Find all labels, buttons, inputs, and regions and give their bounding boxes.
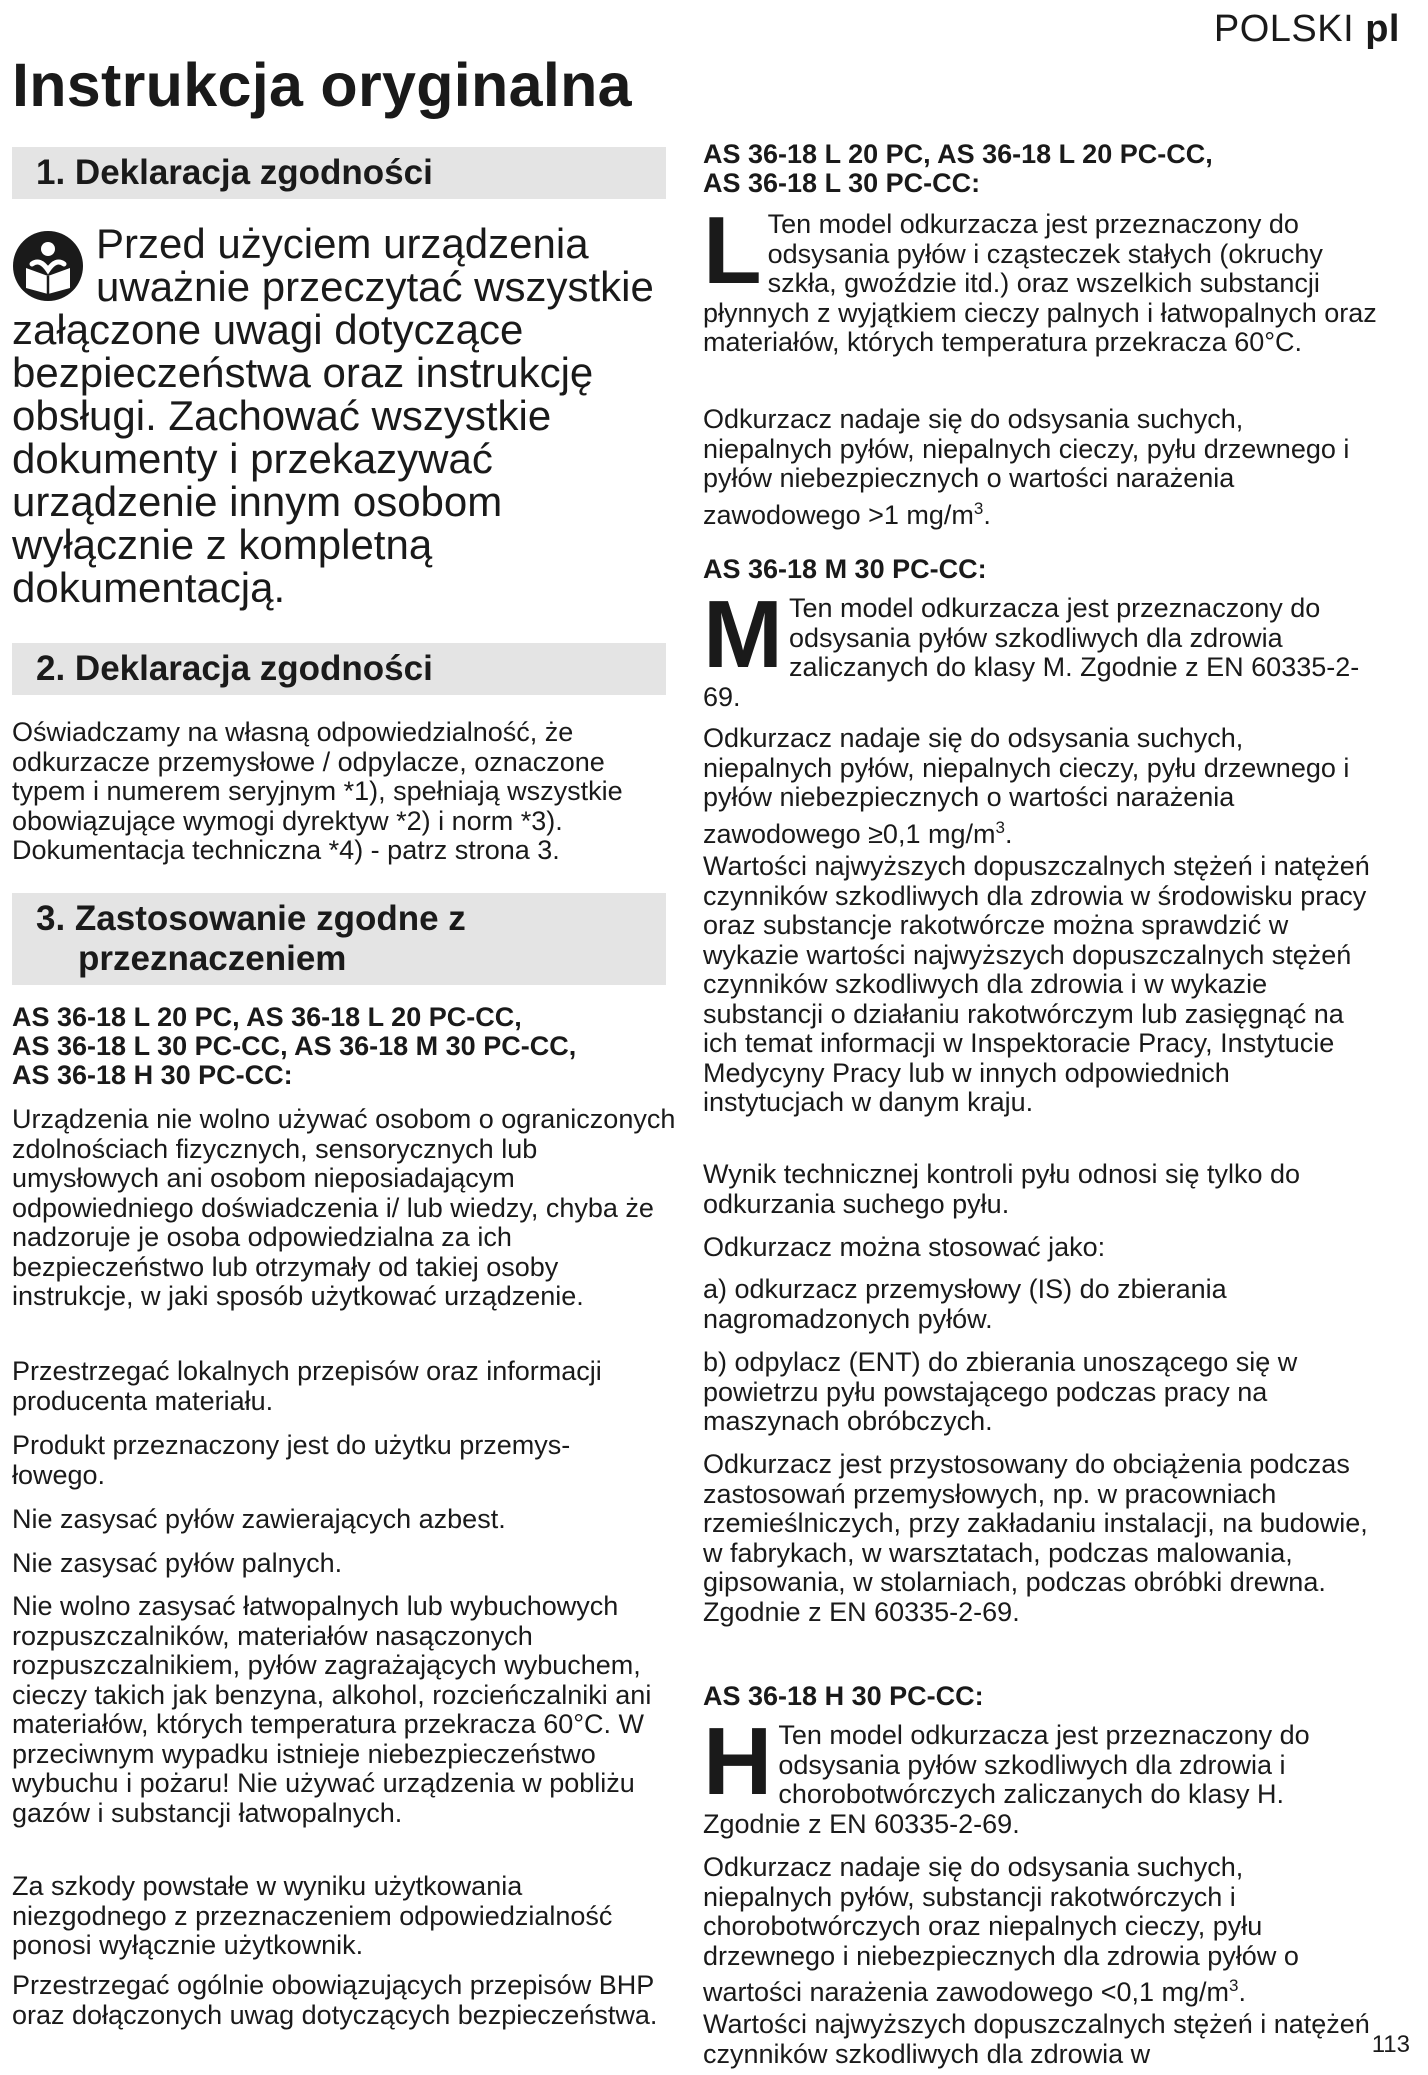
language-label: [1214, 8, 1400, 51]
L-text-2: Odkurzacz nadaje się do odsysania suchych, niepalnych pyłów, niepalnych cieczy, pyłu drzewnego i pyłów niebezpiecznych o wartości narażenia zawodowego >1 mg/m: [703, 404, 1350, 530]
paragraph-3: Produkt przeznaczony jest do użytku przemys- łowego.: [12, 1430, 571, 1490]
section-2-heading: 2. Deklaracja zgodności: [12, 643, 666, 695]
H-text-2: Odkurzacz nadaje się do odsysania suchych, niepalnych pyłów, substancji rakotwórczych i chorobotwórczych oraz niepalnych cieczy, pyłu drzewnego i niebezpiecznych dla zdrowia pyłów o wartości narażenia zawodowego <0,1 mg/m: [703, 1852, 1299, 2007]
page-title: Instrukcja oryginalna: [12, 51, 632, 119]
language-code: pl: [1365, 8, 1400, 50]
H-text: Ten model odkurzacza jest przeznaczony do odsysania pyłów szkodliwych dla zdrowia i chorobotwórczych zaliczanych do klasy H. Zgodnie z EN 60335-2-69.: [703, 1720, 1310, 1839]
section-3-models: [12, 1003, 678, 1090]
L-heading: [703, 140, 1378, 198]
section-2-text: Oświadczamy na własną odpowiedzialność, że odkurzacze przemysłowe / odpylacze, oznaczone typem i numerem seryjnym *1), spełniają wszystkie obowiązujące wymogi dyrektyw *2) i norm *3). Dokumentacja techniczna *4) - patrz strona 3.: [12, 717, 623, 865]
section-3-heading-line1: 3. Zastosowanie zgodne z: [36, 899, 466, 938]
M-text-2: Odkurzacz nadaje się do odsysania suchych, niepalnych pyłów, niepalnych cieczy, pyłu drzewnego i pyłów niebezpiecznych o wartości narażenia zawodowego ≥0,1 mg/m: [703, 723, 1350, 849]
paragraph-8: Przestrzegać ogólnie obowiązujących przepisów BHP oraz dołączonych uwag dotyczących bezpieczeństwa.: [12, 1970, 658, 2030]
superscript-3: 3: [995, 817, 1005, 837]
M-paragraph-7: b) odpylacz (ENT) do zbierania unoszącego się w powietrzu pyłu powstającego podczas pracy na maszynach obróbczych.: [703, 1347, 1298, 1436]
paragraph-2: Przestrzegać lokalnych przepisów oraz informacji producenta materiału.: [12, 1356, 602, 1416]
period: .: [983, 499, 991, 530]
models-line-2: AS 36-18 L 30 PC-CC, AS 36-18 M 30 PC-CC,: [12, 1031, 577, 1061]
paragraph-5: Nie zasysać pyłów palnych.: [12, 1548, 343, 1578]
period: .: [1004, 818, 1013, 849]
dust-class-M-mark: M: [703, 581, 783, 688]
M-paragraph-8: Odkurzacz jest przystosowany do obciążenia podczas zastosowań przemysłowych, np. w pracowniach rzemieślniczych, przy zakładaniu instalacji, na budowie, w fabrykach, w warsztatach, podczas malowania, gipsowania, w stolarniach, podczas obróbki drewna. Zgodnie z EN 60335-2-69.: [703, 1449, 1368, 1627]
read-manual-icon: [12, 230, 84, 302]
language-name: POLSKI: [1213, 8, 1355, 50]
M-text: Ten model odkurzacza jest przeznaczony do odsysania pyłów szkodliwych dla zdrowia zaliczanych do klasy M. Zgodnie z EN 60335-2-69.: [703, 593, 1360, 712]
M-paragraph-2: [703, 724, 1378, 849]
M-paragraph-6: a) odkurzacz przemysłowy (IS) do zbierania nagromadzonych pyłów.: [703, 1274, 1227, 1334]
H-paragraph-2: [703, 1853, 1378, 2008]
H-heading: AS 36-18 H 30 PC-CC:: [703, 1681, 984, 1711]
paragraph-4: Nie zasysać pyłów zawierających azbest.: [12, 1504, 506, 1534]
L-text: Ten model odkurzacza jest przeznaczony do odsysania pyłów i cząsteczek stałych (okruchy szkła, gwoździe itd.) oraz wszelkich substancji płynnych z wyjątkiem cieczy palnych i łatwopalnych oraz materiałów, których temperatura przekracza 60°C.: [703, 209, 1377, 357]
superscript-3: 3: [973, 498, 984, 518]
M-heading: AS 36-18 M 30 PC-CC:: [703, 554, 987, 584]
period: .: [1238, 1977, 1247, 2007]
paragraph-6: Nie wolno zasysać łatwopalnych lub wybuchowych rozpuszczalników, materiałów nasączonych rozpuszczalnikiem, pyłów zagrażających wybuchem, cieczy takich jak benzyna, alkohol, rozcieńczalniki ani materiałów, których temperatura przekracza 60°C. W przeciwnym wypadku istnieje niebezpieczeństwo wybuchu i pożaru! Nie używać urządzenia w pobliżu gazów i substancji łatwopalnych.: [12, 1591, 652, 1828]
H-paragraph-3: Wartości najwyższych dopuszczalnych stężeń i natężeń czynników szkodliwych dla zdrowia w: [703, 2009, 1370, 2069]
L-paragraph-1: [703, 197, 1378, 358]
section-3-heading: [12, 893, 666, 985]
section-3-heading-line2: przeznaczeniem: [78, 939, 347, 978]
models-line-3: AS 36-18 H 30 PC-CC:: [12, 1060, 293, 1090]
dust-class-H-mark: H: [703, 1708, 773, 1815]
page-number: 113: [1371, 2031, 1410, 2058]
intro-warning: [12, 222, 678, 609]
intro-text: Przed użyciem urządzenia uważnie przeczytać wszystkie załączone uwagi dotyczące bezpieczeństwa oraz instrukcję obsługi. Zachować wszystkie dokumenty i przekazywać urządzenie innym osobom wyłącznie z kompletną dokumentacją.: [12, 220, 654, 611]
M-paragraph-4: Wynik technicznej kontroli pyłu odnosi się tylko do odkurzania suchego pyłu.: [703, 1159, 1301, 1219]
paragraph-7: Za szkody powstałe w wyniku użytkowania niezgodnego z przeznaczeniem odpowiedzialność ponosi wyłącznie użytkownik.: [12, 1871, 613, 1960]
dust-class-L-mark: L: [703, 197, 762, 304]
M-paragraph-5: Odkurzacz można stosować jako:: [703, 1232, 1106, 1262]
L-paragraph-2: [703, 405, 1378, 530]
section-1-heading: 1. Deklaracja zgodności: [12, 147, 666, 199]
M-paragraph-1: [703, 581, 1378, 712]
H-paragraph-1: [703, 1708, 1378, 1839]
superscript-3: 3: [1229, 1976, 1239, 1995]
M-paragraph-3: Wartości najwyższych dopuszczalnych stężeń i natężeń czynników szkodliwych dla zdrowia w środowisku pracy oraz substancje rakotwórcze można sprawdzić w wykazie wartości najwyższych dopuszczalnych stężeń czynników szkodliwych dla zdrowia i w wykazie substancji o działaniu rakotwórczym lub zasięgnąć na ich temat informacji w Inspektoracie Pracy, Instytucie Medycyny Pracy lub w innych odpowiednich instytucjach w danym kraju.: [703, 851, 1370, 1117]
L-heading-line-2: AS 36-18 L 30 PC-CC:: [703, 168, 981, 198]
L-heading-line-1: AS 36-18 L 20 PC, AS 36-18 L 20 PC-CC,: [703, 139, 1213, 169]
models-line-1: AS 36-18 L 20 PC, AS 36-18 L 20 PC-CC,: [12, 1002, 522, 1032]
paragraph-1: Urządzenia nie wolno używać osobom o ograniczonych zdolnościach fizycznych, sensorycznych lub umysłowych ani osobom nieposiadającym odpowiedniego doświadczenia i/ lub wiedzy, chyba że nadzoruje je osoba odpowiedzialna za ich bezpieczeństwo lub otrzymały od takiej osoby instrukcje, w jaki sposób użytkować urządzenie.: [12, 1104, 676, 1311]
